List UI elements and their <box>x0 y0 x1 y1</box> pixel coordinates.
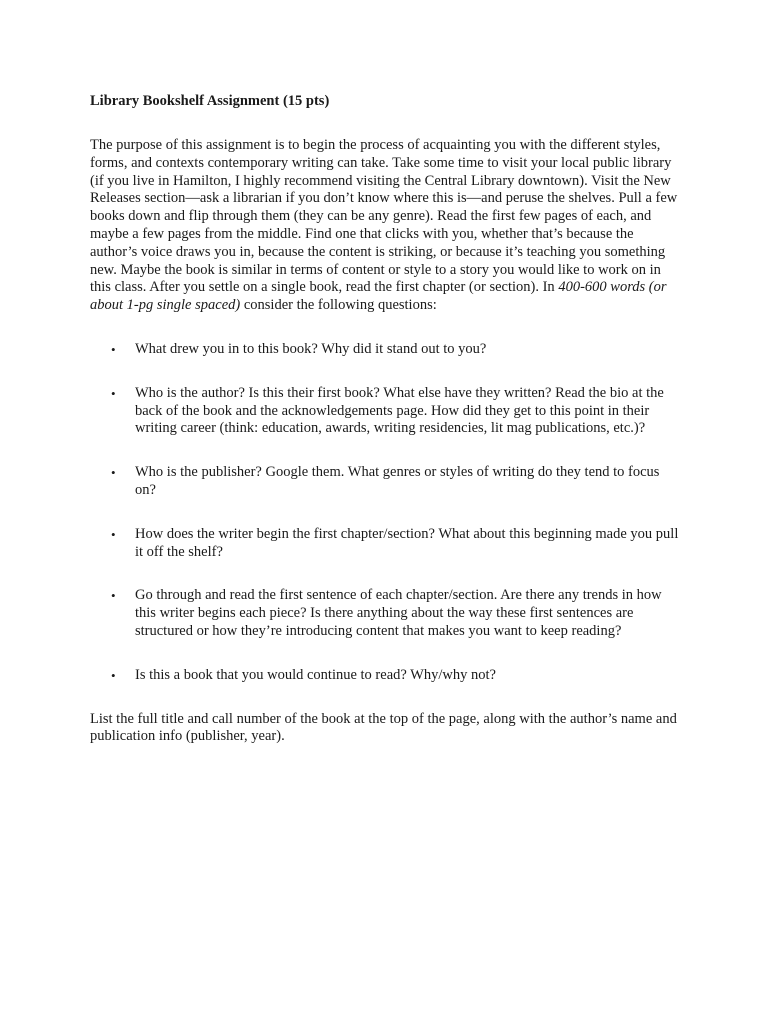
list-item <box>90 385 680 438</box>
document-page <box>90 93 680 746</box>
list-item <box>90 667 680 685</box>
list-item <box>90 464 680 500</box>
question-text: How does the writer begin the first chapter/section? What about this beginning made you pull it off the shelf? <box>135 525 679 560</box>
bullet-icon: • <box>111 526 116 542</box>
bullet-icon: • <box>111 385 116 401</box>
list-item <box>90 341 680 359</box>
bullet-icon: • <box>111 588 116 604</box>
intro-word-count: 400-600 words (or about 1-pg single spaced) <box>90 279 667 314</box>
question-text: Is this a book that you would continue to read? Why/why not? <box>135 666 496 683</box>
assignment-title: Library Bookshelf Assignment (15 pts) <box>90 93 330 109</box>
list-item <box>90 587 680 640</box>
question-text: Who is the author? Is this their first book? What else have they written? Read the bio at the back of the book and the acknowledgements page. How did they get to this point in their writing career (think: education, awards, writing residencies, lit mag publications, etc.)? <box>135 384 664 437</box>
closing-paragraph: List the full title and call number of the book at the top of the page, along with the author’s name and publication info (publisher, year). <box>90 710 677 745</box>
list-item <box>90 526 680 562</box>
intro-text-end: consider the following questions: <box>240 297 437 314</box>
bullet-icon: • <box>111 465 116 481</box>
intro-text: The purpose of this assignment is to begin the process of acquainting you with the different styles, forms, and contexts contemporary writing can take. Take some time to visit your local public library (if you live in Hamilton, I highly recommend visiting the Central Library downtown). Visit the New Releases section—ask a librarian if you don’t know where this is—and peruse the shelves. Pull a few books down and flip through them (they can be any genre). Read the first few pages of each, and maybe a few pages from the middle. Find one that clicks with you, whether that’s because the author’s voice draws you in, because the content is striking, or because it’s teaching you something new. Maybe the book is similar in terms of content or style to a story you would like to work on in this class. After you settle on a single book, read the first chapter (or section). In <box>90 137 678 296</box>
question-text: Go through and read the first sentence of each chapter/section. Are there any trends in how this writer begins each piece? Is there anything about the way these first sentences are structured or how they’re introducing content that makes you want to keep reading? <box>135 587 662 639</box>
question-text: Who is the publisher? Google them. What genres or styles of writing do they tend to focus on? <box>135 464 660 498</box>
intro-paragraph <box>90 137 680 315</box>
bullet-icon: • <box>111 341 116 357</box>
question-list <box>90 341 680 685</box>
bullet-icon: • <box>111 667 116 683</box>
question-text: What drew you in to this book? Why did it stand out to you? <box>135 340 487 357</box>
